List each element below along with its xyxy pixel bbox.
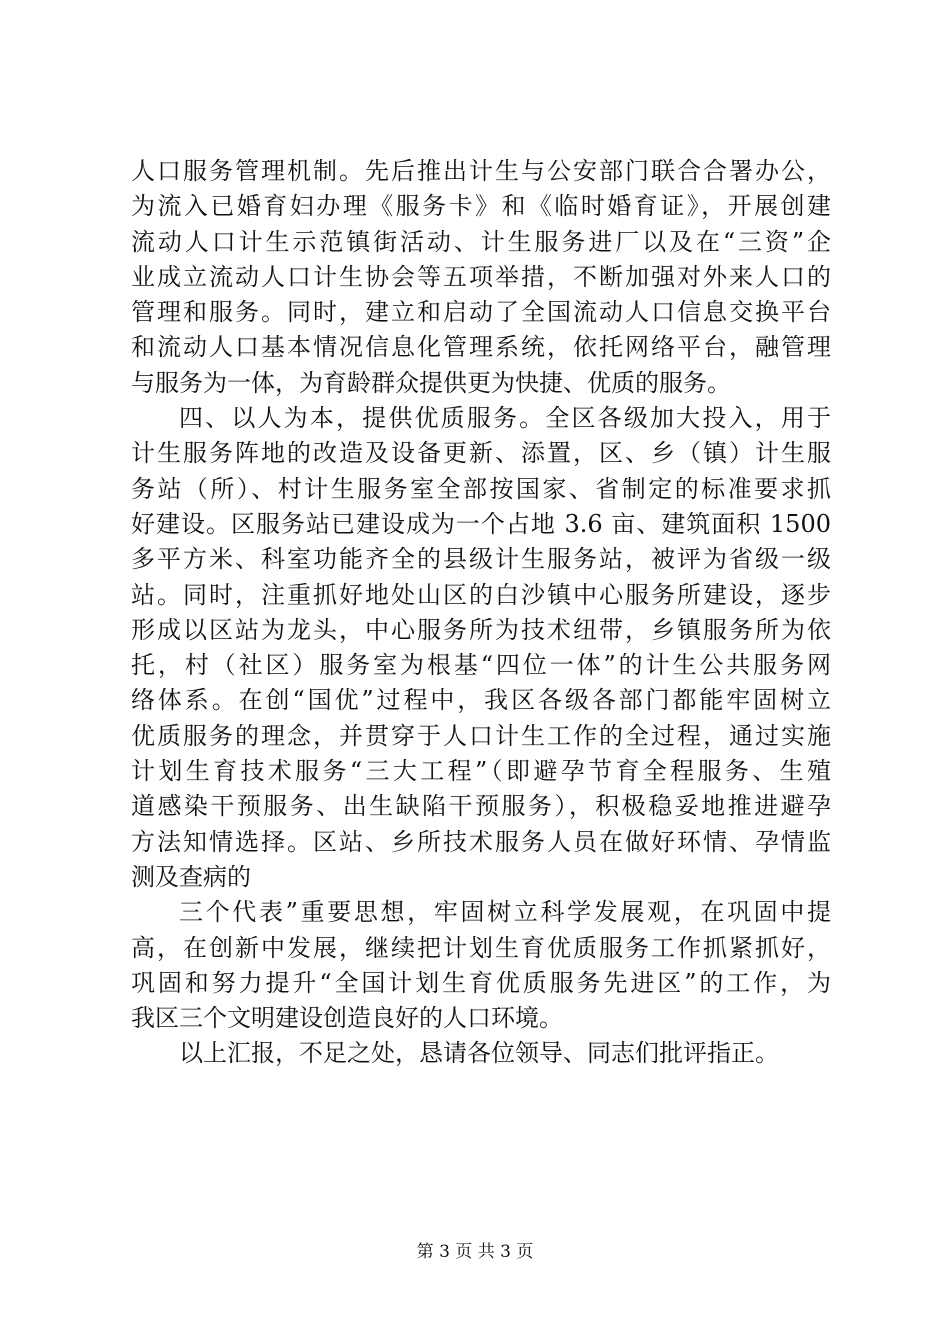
text-line: 流动人口计生示范镇街活动、计生服务进厂以及在“三资”企 (131, 227, 831, 256)
text-line: 以上汇报，不足之处，恳请各位领导、同志们批评指正。 (179, 1039, 779, 1068)
text-line: 好建设。区服务站已建设成为一个占地 3.6 亩、建筑面积 1500 (131, 509, 831, 538)
text-line: 与服务为一体，为育龄群众提供更为快捷、优质的服务。 (131, 368, 731, 397)
body-text (131, 154, 831, 1072)
text-line: 高，在创新中发展，继续把计划生育优质服务工作抓紧抓好， (131, 933, 831, 962)
text-line: 计生服务阵地的改造及设备更新、添置，区、乡（镇）计生服 (131, 439, 831, 468)
text-line: 优质服务的理念，并贯穿于人口计生工作的全过程，通过实施 (131, 721, 831, 750)
text-line: 人口服务管理机制。先后推出计生与公安部门联合合署办公， (131, 157, 831, 185)
text-line: 我区三个文明建设创造良好的人口环境。 (131, 1004, 563, 1033)
page-footer: 第 3 页 共 3 页 (416, 1242, 534, 1262)
text-line: 方法知情选择。区站、乡所技术服务人员在做好环情、孕情监 (131, 827, 831, 856)
text-line: 管理和服务。同时，建立和启动了全国流动人口信息交换平台 (131, 298, 831, 327)
text-line: 三个代表”重要思想，牢固树立科学发展观，在巩固中提 (179, 898, 831, 927)
text-line: 形成以区站为龙头，中心服务所为技术纽带，乡镇服务所为依 (131, 615, 831, 644)
text-line: 络体系。在创“国优”过程中，我区各级各部门都能牢固树立 (131, 686, 831, 715)
text-line: 测及查病的 (131, 862, 251, 891)
text-line: 务站（所）、村计生服务室全部按国家、省制定的标准要求抓 (131, 474, 831, 503)
text-line: 道感染干预服务、出生缺陷干预服务），积极稳妥地推进避孕 (131, 792, 831, 821)
text-line: 多平方米、科室功能齐全的县级计生服务站，被评为省级一级 (131, 545, 831, 574)
text-line: 托，村（社区）服务室为根基“四位一体”的计生公共服务网 (131, 651, 831, 680)
text-line: 站。同时，注重抓好地处山区的白沙镇中心服务所建设，逐步 (131, 580, 831, 609)
text-line: 为流入已婚育妇办理《服务卡》和《临时婚育证》，开展创建 (131, 192, 831, 221)
text-line: 业成立流动人口计生协会等五项举措，不断加强对外来人口的 (131, 262, 831, 291)
text-line: 巩固和努力提升“全国计划生育优质服务先进区”的工作，为 (131, 968, 831, 997)
text-line: 和流动人口基本情况信息化管理系统，依托网络平台，融管理 (131, 333, 831, 362)
text-line: 计划生育技术服务“三大工程”（即避孕节育全程服务、生殖 (131, 757, 831, 786)
text-line: 四、以人为本，提供优质服务。全区各级加大投入，用于 (179, 404, 831, 433)
